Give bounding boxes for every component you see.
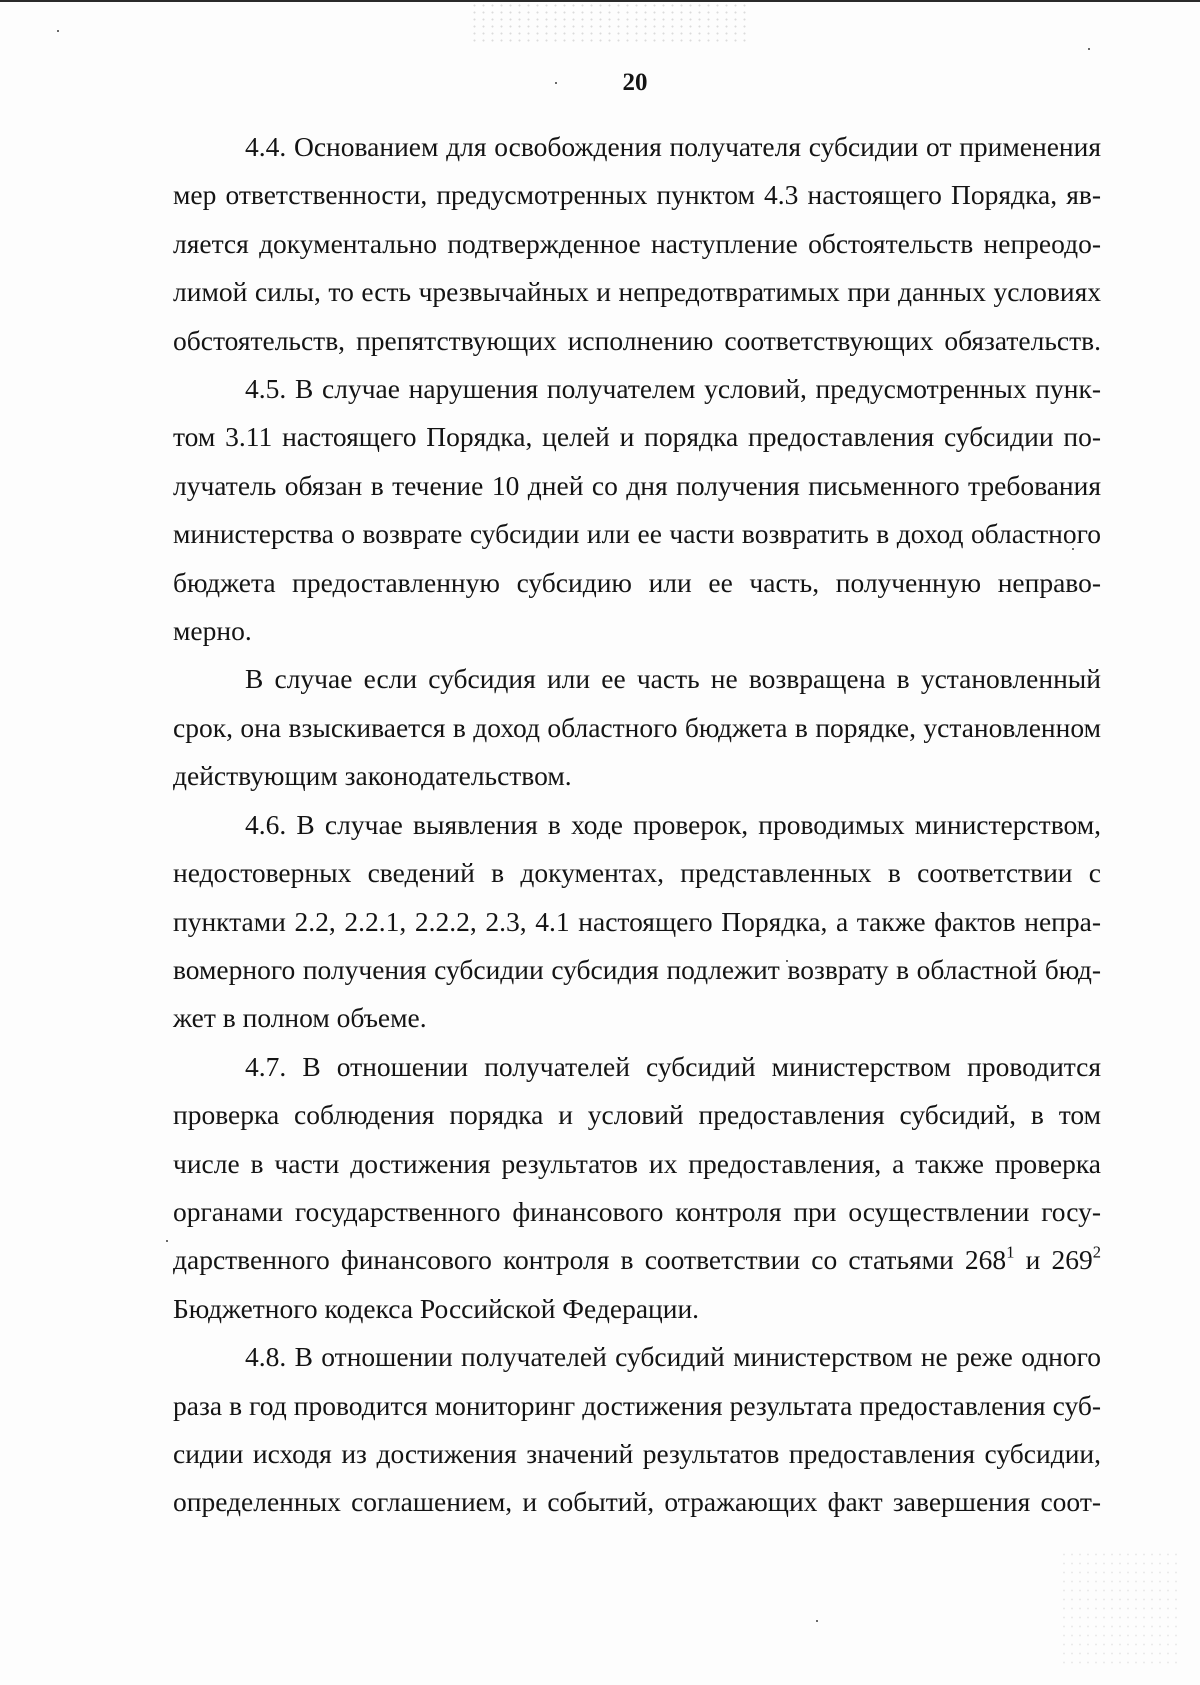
paragraph-4-8-line-4: определенных соглашением, и событий, отражающих факт завершения соот- — [173, 1486, 1101, 1518]
paragraph-4-7-line-3: числе в части достижения результатов их предоставления, а также проверка — [173, 1147, 1101, 1179]
paragraph-4-6-line-3: пунктами 2.2, 2.2.1, 2.2.2, 2.3, 4.1 настоящего Порядка, а также фактов непра- — [173, 905, 1101, 937]
paragraph-4-5b-line-1: В случае если субсидия или ее часть не возвращена в установленный — [245, 663, 1101, 695]
paragraph-4-5-line-4: министерства о возврате субсидии или ее части возвратить в доход областного — [173, 518, 1101, 550]
page-number: 20 — [622, 69, 648, 96]
paragraph-4-5-line-2: том 3.11 настоящего Порядка, целей и порядка предоставления субсидии по- — [173, 421, 1101, 453]
scan-noise-top — [470, 2, 750, 42]
paragraph-4-7-line-4: органами государственного финансового контроля при осуществлении госу- — [173, 1195, 1101, 1227]
paragraph-4-7-line-2: проверка соблюдения порядка и условий предоставления субсидий, в том — [173, 1099, 1101, 1131]
article-269-superscript: 2 — [1092, 1242, 1101, 1262]
paragraph-4-5-line-6: мерно. — [173, 615, 252, 647]
paragraph-4-5b-line-2: срок, она взыскивается в доход областного бюджета в порядке, установленном — [173, 711, 1101, 743]
paragraph-4-4-line-4: лимой силы, то есть чрезвычайных и непредотвратимых при данных условиях — [173, 276, 1101, 308]
paragraph-4-4-line-5: обстоятельств, препятствующих исполнению соответствующих обязательств. — [173, 324, 1101, 356]
paragraph-4-7-line-5-mid: и 269 — [1014, 1244, 1093, 1276]
scan-speck — [816, 1620, 818, 1622]
paragraph-4-5-line-5: бюджета предоставленную субсидию или ее часть, полученную неправо- — [173, 566, 1101, 598]
paragraph-4-7-line-1: 4.7. В отношении получателей субсидий министерством проводится — [245, 1050, 1101, 1082]
scan-noise-bottom-right — [1060, 1550, 1180, 1670]
paragraph-4-5-line-3: лучатель обязан в течение 10 дней со дня получения письменного требования — [173, 469, 1101, 501]
paragraph-4-7-line-5 — [173, 1236, 1101, 1284]
paragraph-4-8-line-2: раза в год проводится мониторинг достижения результата предоставления суб- — [173, 1389, 1101, 1421]
paragraph-4-7-line-5-text: дарственного финансового контроля в соответствии со статьями 268 — [173, 1244, 1007, 1276]
paragraph-4-5b-line-3: действующим законодательством. — [173, 760, 572, 792]
paragraph-4-4-line-1: 4.4. Основанием для освобождения получателя субсидии от применения — [245, 131, 1101, 162]
paragraph-4-4-line-3: ляется документально подтвержденное наступление обстоятельств непреодо- — [173, 227, 1101, 259]
article-268-superscript: 1 — [1006, 1242, 1015, 1262]
paragraph-4-8-line-1: 4.8. В отношении получателей субсидий министерством не реже одного — [245, 1341, 1101, 1373]
scan-speck — [1088, 48, 1090, 50]
paragraph-4-7-line-6: Бюджетного кодекса Российской Федерации. — [173, 1292, 700, 1324]
document-body — [173, 123, 1101, 1527]
paragraph-4-6-line-1: 4.6. В случае выявления в ходе проверок, проводимых министерством, — [245, 808, 1101, 840]
paragraph-4-6-line-5: жет в полном объеме. — [173, 1002, 427, 1034]
paragraph-4-8-line-3: сидии исходя из достижения значений результатов предоставления субсидии, — [173, 1437, 1101, 1469]
paragraph-4-6-line-2: недостоверных сведений в документах, представленных в соответствии с — [173, 857, 1101, 889]
scan-speck — [57, 30, 59, 32]
scan-speck — [166, 1240, 168, 1242]
paragraph-4-4-line-2: мер ответственности, предусмотренных пунктом 4.3 настоящего Порядка, яв- — [173, 179, 1101, 211]
paragraph-4-5-line-1: 4.5. В случае нарушения получателем условий, предусмотренных пунк- — [245, 373, 1101, 405]
paragraph-4-6-line-4: вомерного получения субсидии субсидия подлежит возврату в областной бюд- — [173, 953, 1101, 985]
